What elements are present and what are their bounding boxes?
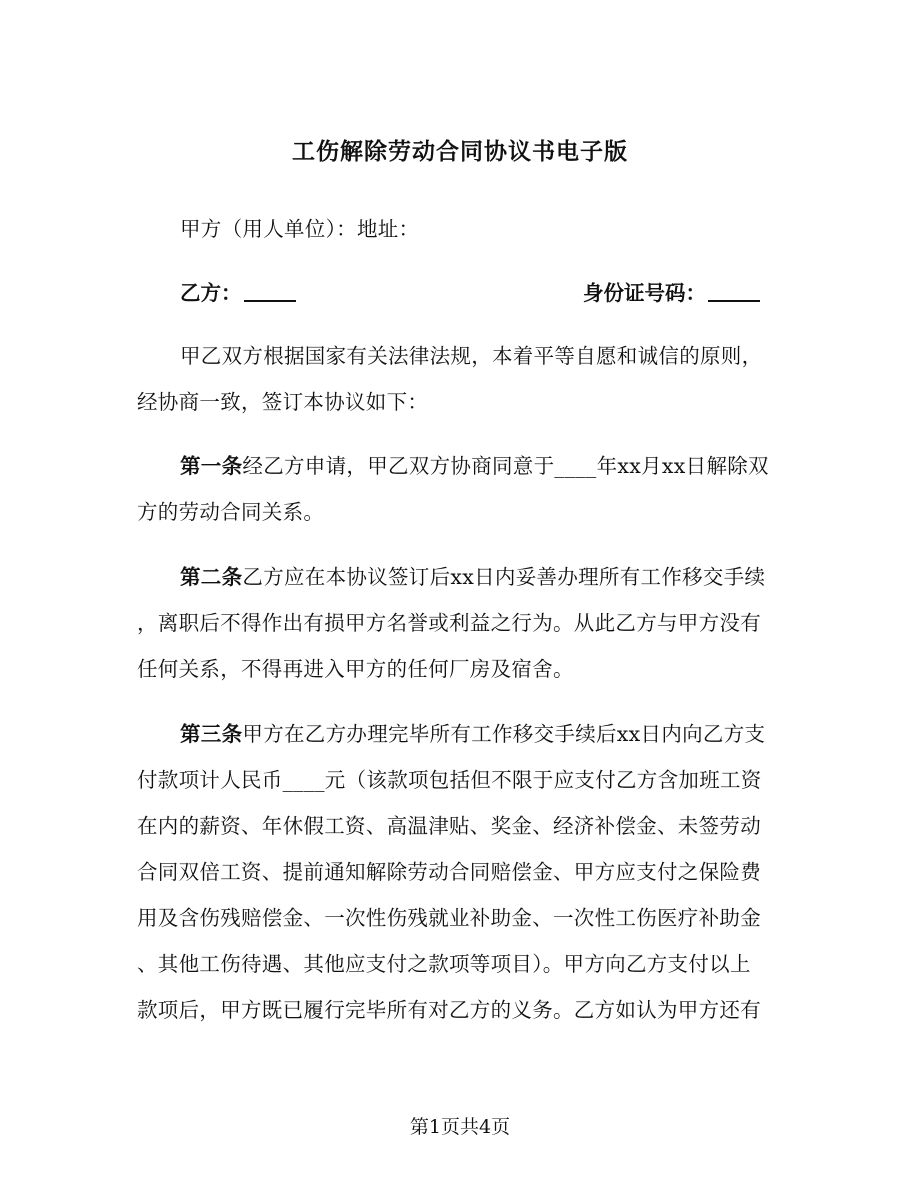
article-3-line-6: 、其他工伤待遇、其他应支付之款项等项目）。甲方向乙方支付以上	[137, 952, 751, 976]
document-title: 工伤解除劳动合同协议书电子版	[292, 138, 628, 165]
party-a-line: 甲方（用人单位）：地址：	[180, 217, 420, 241]
party-b-label: 乙方：	[180, 281, 242, 305]
id-number-label: 身份证号码：	[583, 281, 706, 305]
article-3-line-5: 用及含伤残赔偿金、一次性伤残就业补助金、一次性工伤医疗补助金	[137, 906, 761, 930]
article-3-first-line	[180, 717, 790, 747]
article-2-lead: 第二条	[180, 565, 243, 589]
article-1-text: 经乙方申请，甲乙双方协商同意于____年xx月xx日解除双	[242, 454, 769, 478]
article-3-line-3: 在内的薪资、年休假工资、高温津贴、奖金、经济补偿金、未签劳动	[137, 814, 761, 838]
article-1-lead: 第一条	[180, 454, 243, 478]
intro-line-2: 经协商一致，签订本协议如下：	[137, 390, 429, 414]
party-b-blank	[244, 282, 296, 302]
article-3-line-2: 付款项计人民币____元（该款项包括但不限于应支付乙方含加班工资	[137, 768, 762, 792]
article-1-first-line	[180, 449, 790, 479]
page-indicator: 第1页共4页	[409, 1116, 511, 1138]
article-3-line-7: 款项后，甲方既已履行完毕所有对乙方的义务。乙方如认为甲方还有	[137, 998, 761, 1022]
article-3-line-4: 合同双倍工资、提前通知解除劳动合同赔偿金、甲方应支付之保险费	[137, 860, 761, 884]
party-b-row	[180, 276, 760, 306]
article-2-text: 乙方应在本协议签订后xx日内妥善办理所有工作移交手续	[242, 565, 766, 589]
article-1-line-2: 方的劳动合同关系。	[137, 500, 325, 524]
id-number-blank	[708, 282, 760, 302]
article-3-lead: 第三条	[180, 722, 243, 746]
article-2-line-2: ，离职后不得作出有损甲方名誉或利益之行为。从此乙方与甲方没有	[137, 611, 761, 635]
article-2-line-3: 任何关系，不得再进入甲方的任何厂房及宿舍。	[137, 657, 574, 681]
id-number-field	[583, 276, 760, 306]
party-b-field	[180, 276, 296, 306]
article-2-first-line	[180, 560, 790, 590]
intro-line-1: 甲乙双方根据国家有关法律法规，本着平等自愿和诚信的原则，	[180, 344, 763, 368]
article-3-text: 甲方在乙方办理完毕所有工作移交手续后xx日内向乙方支	[242, 722, 766, 746]
